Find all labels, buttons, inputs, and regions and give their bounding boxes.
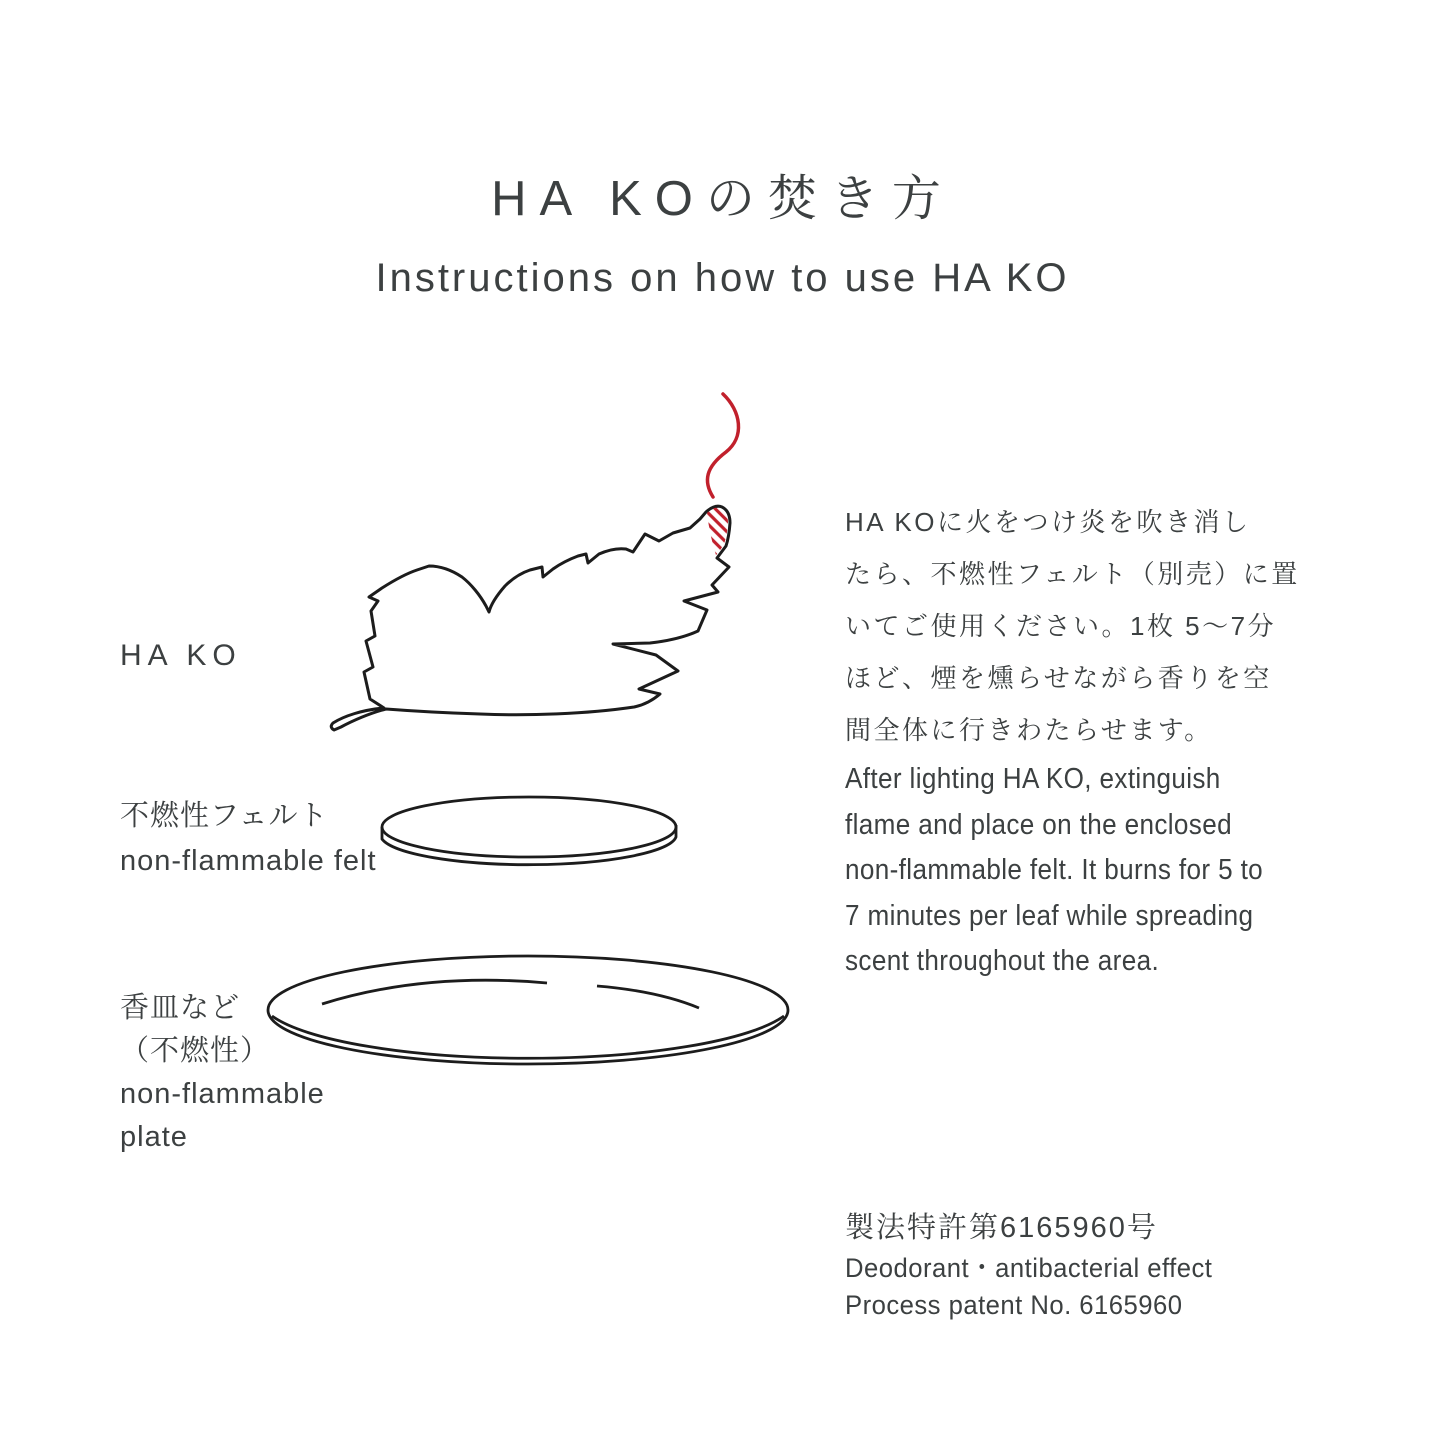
en-line-5: scent throughout the area.	[845, 945, 1160, 977]
page-title: HA KOの焚き方	[491, 172, 954, 226]
en-line-1: After lighting HA KO, extinguish	[845, 763, 1221, 795]
patent-effect: Deodorant・antibacterial effect	[845, 1253, 1213, 1283]
hako-leaf-drawing	[331, 506, 730, 730]
en-line-2: flame and place on the enclosed	[845, 808, 1232, 841]
label-felt-en: non-flammable felt	[120, 845, 377, 877]
label-plate-jp-2: （不燃性）	[120, 1035, 271, 1067]
en-line-3: non-flammable felt. It burns for 5 to	[845, 854, 1264, 886]
label-felt	[120, 794, 377, 884]
label-plate-en-1: non-flammable	[120, 1078, 325, 1110]
instructions-en	[845, 757, 1263, 985]
label-hako: HA KO	[120, 639, 242, 672]
page-subtitle: Instructions on how to use HA KO	[375, 256, 1070, 300]
jp-line-5: 間全体に行きわたらせます。	[845, 715, 1213, 745]
patent-en	[845, 1250, 1212, 1324]
instructions-jp	[845, 496, 1300, 756]
patent-note	[845, 1206, 1232, 1324]
en-line-4: 7 minutes per leaf while spreading	[845, 899, 1254, 932]
jp-line-4: ほど、煙を燻らせながら香りを空	[845, 663, 1272, 693]
patent-jp: 製法特許第6165960号	[845, 1212, 1158, 1244]
label-plate-en-2: plate	[120, 1121, 188, 1153]
label-felt-jp: 不燃性フェルト	[120, 800, 329, 832]
patent-number: Process patent No. 6165960	[845, 1290, 1183, 1320]
jp-line-3: いてご使用ください。1枚 5〜7分	[845, 611, 1277, 641]
smoke-wisp-icon	[707, 394, 738, 497]
jp-line-1: HA KOに火をつけ炎を吹き消し	[845, 507, 1251, 537]
label-plate	[120, 987, 325, 1159]
jp-line-2: たら、不燃性フェルト（別売）に置	[845, 559, 1300, 589]
label-plate-jp-1: 香皿など	[120, 992, 241, 1024]
felt-disc-drawing	[382, 797, 676, 865]
incense-plate-drawing	[268, 956, 788, 1064]
